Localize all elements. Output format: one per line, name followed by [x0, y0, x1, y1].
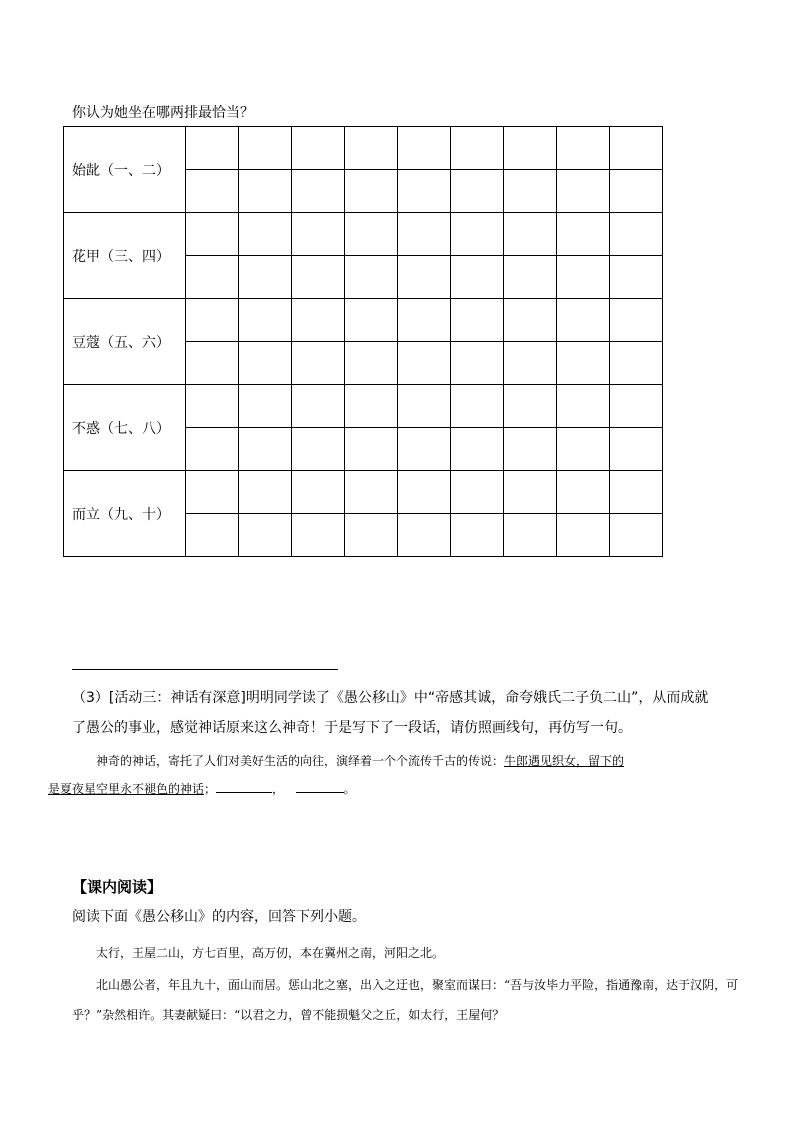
- grid-cell[interactable]: [239, 385, 292, 428]
- grid-row: [64, 127, 663, 170]
- reading-paragraph-1: 太行，王屋二山，方七百里，高万仞，本在冀州之南，河阳之北。: [96, 946, 445, 960]
- grid-cell[interactable]: [504, 299, 557, 342]
- divider-line: [72, 669, 338, 670]
- grid-cell[interactable]: [186, 256, 239, 299]
- grid-cell[interactable]: [451, 127, 504, 170]
- answer-blank-2[interactable]: [296, 778, 344, 793]
- grid-cell[interactable]: [504, 514, 557, 557]
- example-paragraph: [48, 747, 740, 803]
- example-underlined-1: 牛郎遇见织女，留下的: [504, 754, 625, 768]
- grid-cell[interactable]: [451, 428, 504, 471]
- grid-cell[interactable]: [239, 342, 292, 385]
- grid-cell[interactable]: [345, 299, 398, 342]
- grid-cell[interactable]: [610, 428, 663, 471]
- grid-row: [64, 471, 663, 514]
- grid-cell[interactable]: [504, 256, 557, 299]
- grid-cell[interactable]: [451, 514, 504, 557]
- grid-cell[interactable]: [345, 471, 398, 514]
- activity-line-1: （3）[活动三：神话有深意]明明同学读了《愚公移山》中“帝感其诚，命夸娥氏二子负二山”，从而成就: [72, 690, 709, 706]
- row-label: 豆蔻（五、六）: [64, 299, 186, 385]
- row-label: 始龀（一、二）: [64, 127, 186, 213]
- example-separator: ；: [204, 782, 217, 796]
- grid-cell[interactable]: [610, 299, 663, 342]
- grid-cell[interactable]: [292, 471, 345, 514]
- grid-cell[interactable]: [239, 213, 292, 256]
- grid-cell[interactable]: [239, 471, 292, 514]
- activity-text: [72, 683, 740, 743]
- grid-cell[interactable]: [504, 428, 557, 471]
- grid-cell[interactable]: [610, 127, 663, 170]
- grid-cell[interactable]: [345, 256, 398, 299]
- grid-cell[interactable]: [292, 299, 345, 342]
- grid-cell[interactable]: [557, 256, 610, 299]
- row-label: 花甲（三、四）: [64, 213, 186, 299]
- grid-cell[interactable]: [557, 213, 610, 256]
- grid-cell[interactable]: [239, 514, 292, 557]
- grid-cell[interactable]: [186, 514, 239, 557]
- question-text: 你认为她坐在哪两排最恰当？: [72, 105, 254, 121]
- row-label: 不惑（七、八）: [64, 385, 186, 471]
- example-underlined-2: 是夏夜星空里永不褪色的神话: [48, 782, 205, 796]
- grid-cell[interactable]: [504, 385, 557, 428]
- grid-cell[interactable]: [557, 127, 610, 170]
- answer-blank-1[interactable]: [216, 778, 272, 793]
- grid-cell[interactable]: [345, 127, 398, 170]
- grid-cell[interactable]: [451, 385, 504, 428]
- grid-cell[interactable]: [504, 471, 557, 514]
- grid-cell[interactable]: [504, 170, 557, 213]
- grid-cell[interactable]: [292, 170, 345, 213]
- grid-cell[interactable]: [451, 342, 504, 385]
- grid-cell[interactable]: [186, 385, 239, 428]
- grid-cell[interactable]: [186, 127, 239, 170]
- grid-cell[interactable]: [292, 385, 345, 428]
- grid-cell[interactable]: [610, 213, 663, 256]
- grid-cell[interactable]: [557, 170, 610, 213]
- grid-row: [64, 299, 663, 342]
- grid-cell[interactable]: [451, 170, 504, 213]
- seating-grid: [63, 126, 663, 557]
- grid-cell[interactable]: [239, 256, 292, 299]
- row-label: 而立（九、十）: [64, 471, 186, 557]
- grid-cell[interactable]: [557, 299, 610, 342]
- grid-cell[interactable]: [398, 385, 451, 428]
- example-comma: ，: [272, 782, 285, 796]
- section-heading: 【课内阅读】: [72, 878, 163, 896]
- grid-cell[interactable]: [186, 170, 239, 213]
- grid-cell[interactable]: [398, 299, 451, 342]
- grid-cell[interactable]: [292, 428, 345, 471]
- example-plain: 神奇的神话，寄托了人们对美好生活的向往，演绎着一个个流传千古的传说：: [96, 754, 505, 768]
- grid-row: [64, 213, 663, 256]
- activity-line-2: 了愚公的事业，感觉神话原来这么神奇！于是写下了一段话，请仿照画线句，再仿写一句。: [72, 720, 632, 736]
- grid-cell[interactable]: [345, 385, 398, 428]
- reading-intro: 阅读下面《愚公移山》的内容，回答下列小题。: [72, 909, 366, 925]
- grid-cell[interactable]: [610, 514, 663, 557]
- grid-cell[interactable]: [610, 471, 663, 514]
- grid-cell[interactable]: [239, 170, 292, 213]
- grid-cell[interactable]: [610, 385, 663, 428]
- grid-cell[interactable]: [451, 256, 504, 299]
- grid-cell[interactable]: [186, 428, 239, 471]
- grid-cell[interactable]: [345, 213, 398, 256]
- grid-cell[interactable]: [186, 213, 239, 256]
- grid-cell[interactable]: [345, 170, 398, 213]
- grid-cell[interactable]: [451, 213, 504, 256]
- grid-cell[interactable]: [557, 471, 610, 514]
- grid-cell[interactable]: [345, 514, 398, 557]
- grid-cell[interactable]: [398, 514, 451, 557]
- grid-cell[interactable]: [557, 342, 610, 385]
- grid-cell[interactable]: [186, 342, 239, 385]
- grid-cell[interactable]: [186, 299, 239, 342]
- grid-cell[interactable]: [557, 385, 610, 428]
- grid-cell[interactable]: [292, 213, 345, 256]
- grid-cell[interactable]: [292, 514, 345, 557]
- grid-cell[interactable]: [345, 342, 398, 385]
- example-end: 。: [343, 782, 356, 796]
- grid-cell[interactable]: [398, 170, 451, 213]
- grid-cell[interactable]: [398, 471, 451, 514]
- grid-cell[interactable]: [504, 127, 557, 170]
- grid-cell[interactable]: [504, 342, 557, 385]
- grid-cell[interactable]: [451, 299, 504, 342]
- grid-cell[interactable]: [239, 299, 292, 342]
- grid-cell[interactable]: [345, 428, 398, 471]
- grid-cell[interactable]: [398, 256, 451, 299]
- grid-cell[interactable]: [398, 127, 451, 170]
- grid-cell[interactable]: [610, 170, 663, 213]
- grid-cell[interactable]: [292, 256, 345, 299]
- grid-cell[interactable]: [398, 428, 451, 471]
- grid-cell[interactable]: [610, 256, 663, 299]
- grid-cell[interactable]: [451, 471, 504, 514]
- grid-cell[interactable]: [557, 428, 610, 471]
- grid-cell[interactable]: [239, 428, 292, 471]
- grid-cell[interactable]: [557, 514, 610, 557]
- grid-row: [64, 385, 663, 428]
- grid-cell[interactable]: [186, 471, 239, 514]
- grid-cell[interactable]: [398, 213, 451, 256]
- grid-cell[interactable]: [239, 127, 292, 170]
- grid-cell[interactable]: [610, 342, 663, 385]
- grid-cell[interactable]: [292, 127, 345, 170]
- grid-cell[interactable]: [292, 342, 345, 385]
- grid-cell[interactable]: [398, 342, 451, 385]
- grid-cell[interactable]: [504, 213, 557, 256]
- reading-paragraph-2: 北山愚公者，年且九十，面山而居。惩山北之塞，出入之迂也，聚室而谋曰：“吾与汝毕力平险，指通豫南，达于汉阴，可乎？”杂然相许。其妻献疑曰：“以君之力，曾不能损魁父之丘，如太行，王屋何？: [72, 978, 739, 1022]
